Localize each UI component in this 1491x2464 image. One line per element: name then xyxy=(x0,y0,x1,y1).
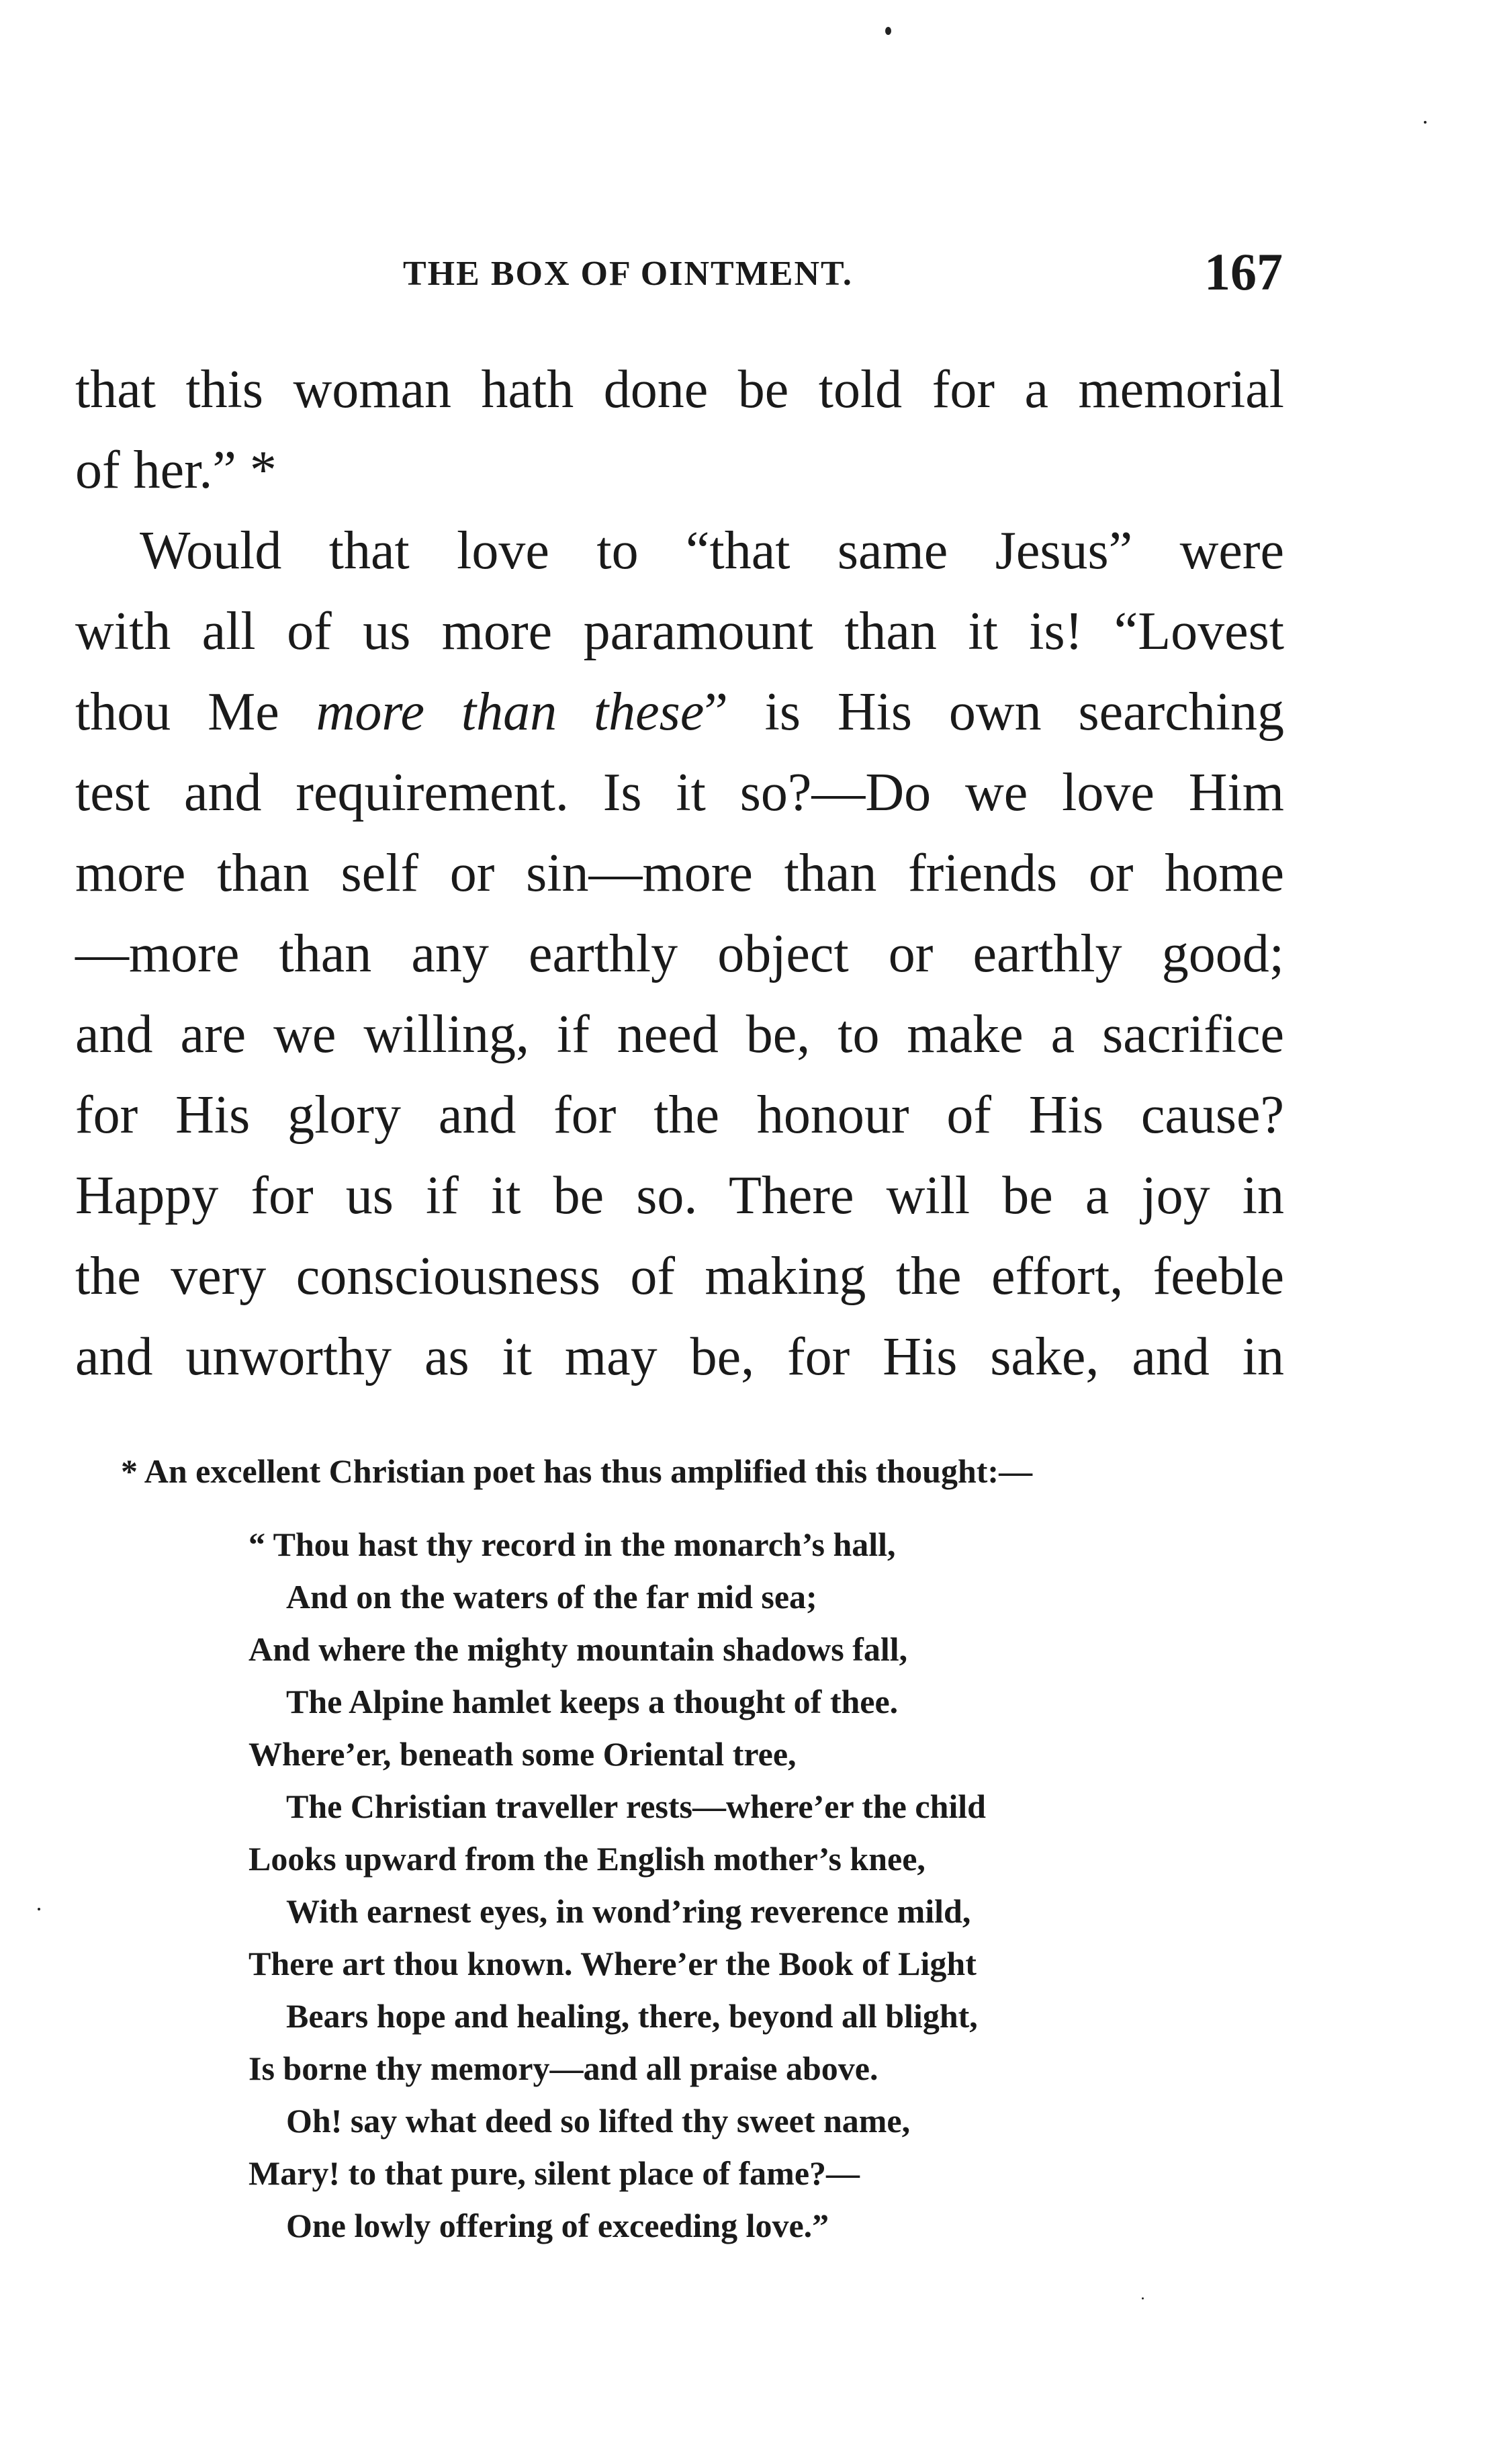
running-head xyxy=(403,242,1283,302)
italic-phrase: more than these xyxy=(316,683,705,742)
body-line: Would that love to “that same Jesus” were xyxy=(140,521,1284,580)
footnote-intro: * An excellent Christian poet has thus amplified this thought:— xyxy=(121,1452,1033,1490)
poem-line: Bears hope and healing, there, beyond all blight, xyxy=(286,1997,978,2035)
poem-line: Where’er, beneath some Oriental tree, xyxy=(248,1735,797,1773)
ink-speck xyxy=(38,1908,40,1910)
ink-speck xyxy=(1424,121,1427,124)
body-text xyxy=(75,349,1284,1397)
footnote xyxy=(121,1444,1290,2244)
body-line: that this woman hath done be told for a memorial xyxy=(75,360,1284,419)
body-text-run: thou Me xyxy=(75,683,279,742)
body-line: more than self or sin—more than friends or home xyxy=(75,844,1284,903)
poem-line: With earnest eyes, in wond’ring reverence mild, xyxy=(286,1892,971,1930)
poem-line: Mary! to that pure, silent place of fame?— xyxy=(248,2154,860,2192)
body-line: with all of us more paramount than it is! “Lovest xyxy=(75,602,1284,661)
body-line: and are we willing, if need be, to make a sacrifice xyxy=(75,1005,1284,1064)
poem-line: The Christian traveller rests—where’er the child xyxy=(286,1788,986,1825)
page-number: 167 xyxy=(1204,243,1283,301)
body-line-with-italic xyxy=(75,672,1284,752)
poem-line: One lowly offering of exceeding love.” xyxy=(286,2207,829,2244)
body-line: of her.” * xyxy=(75,441,277,500)
body-line: for His glory and for the honour of His cause? xyxy=(75,1086,1284,1145)
poem-line: The Alpine hamlet keeps a thought of thee. xyxy=(286,1683,899,1720)
poem-line: Is borne thy memory—and all praise above. xyxy=(248,2050,878,2087)
running-head-title: THE BOX OF OINTMENT. xyxy=(403,255,853,293)
body-line: —more than any earthly object or earthly good; xyxy=(75,924,1284,983)
body-line: the very consciousness of making the effort, feeble xyxy=(75,1247,1284,1306)
poem-line: Oh! say what deed so lifted thy sweet name, xyxy=(286,2102,911,2140)
body-line: Happy for us if it be so. There will be a joy in xyxy=(75,1166,1284,1225)
footnote-poem xyxy=(248,1518,1256,2252)
ink-speck xyxy=(885,27,891,35)
body-line: and unworthy as it may be, for His sake, and in xyxy=(75,1327,1284,1387)
poem-line: “ Thou hast thy record in the monarch’s hall, xyxy=(248,1526,896,1563)
poem-line: And on the waters of the far mid sea; xyxy=(286,1578,817,1616)
body-line: test and requirement. Is it so?—Do we love Him xyxy=(75,763,1284,822)
poem-line: And where the mighty mountain shadows fall, xyxy=(248,1630,908,1668)
poem-line: There art thou known. Where’er the Book of Light xyxy=(248,1945,977,1982)
ink-speck xyxy=(1142,2297,1144,2299)
poem-line: Looks upward from the English mother’s knee, xyxy=(248,1840,925,1878)
body-text-run: ” is His own searching xyxy=(704,683,1285,742)
